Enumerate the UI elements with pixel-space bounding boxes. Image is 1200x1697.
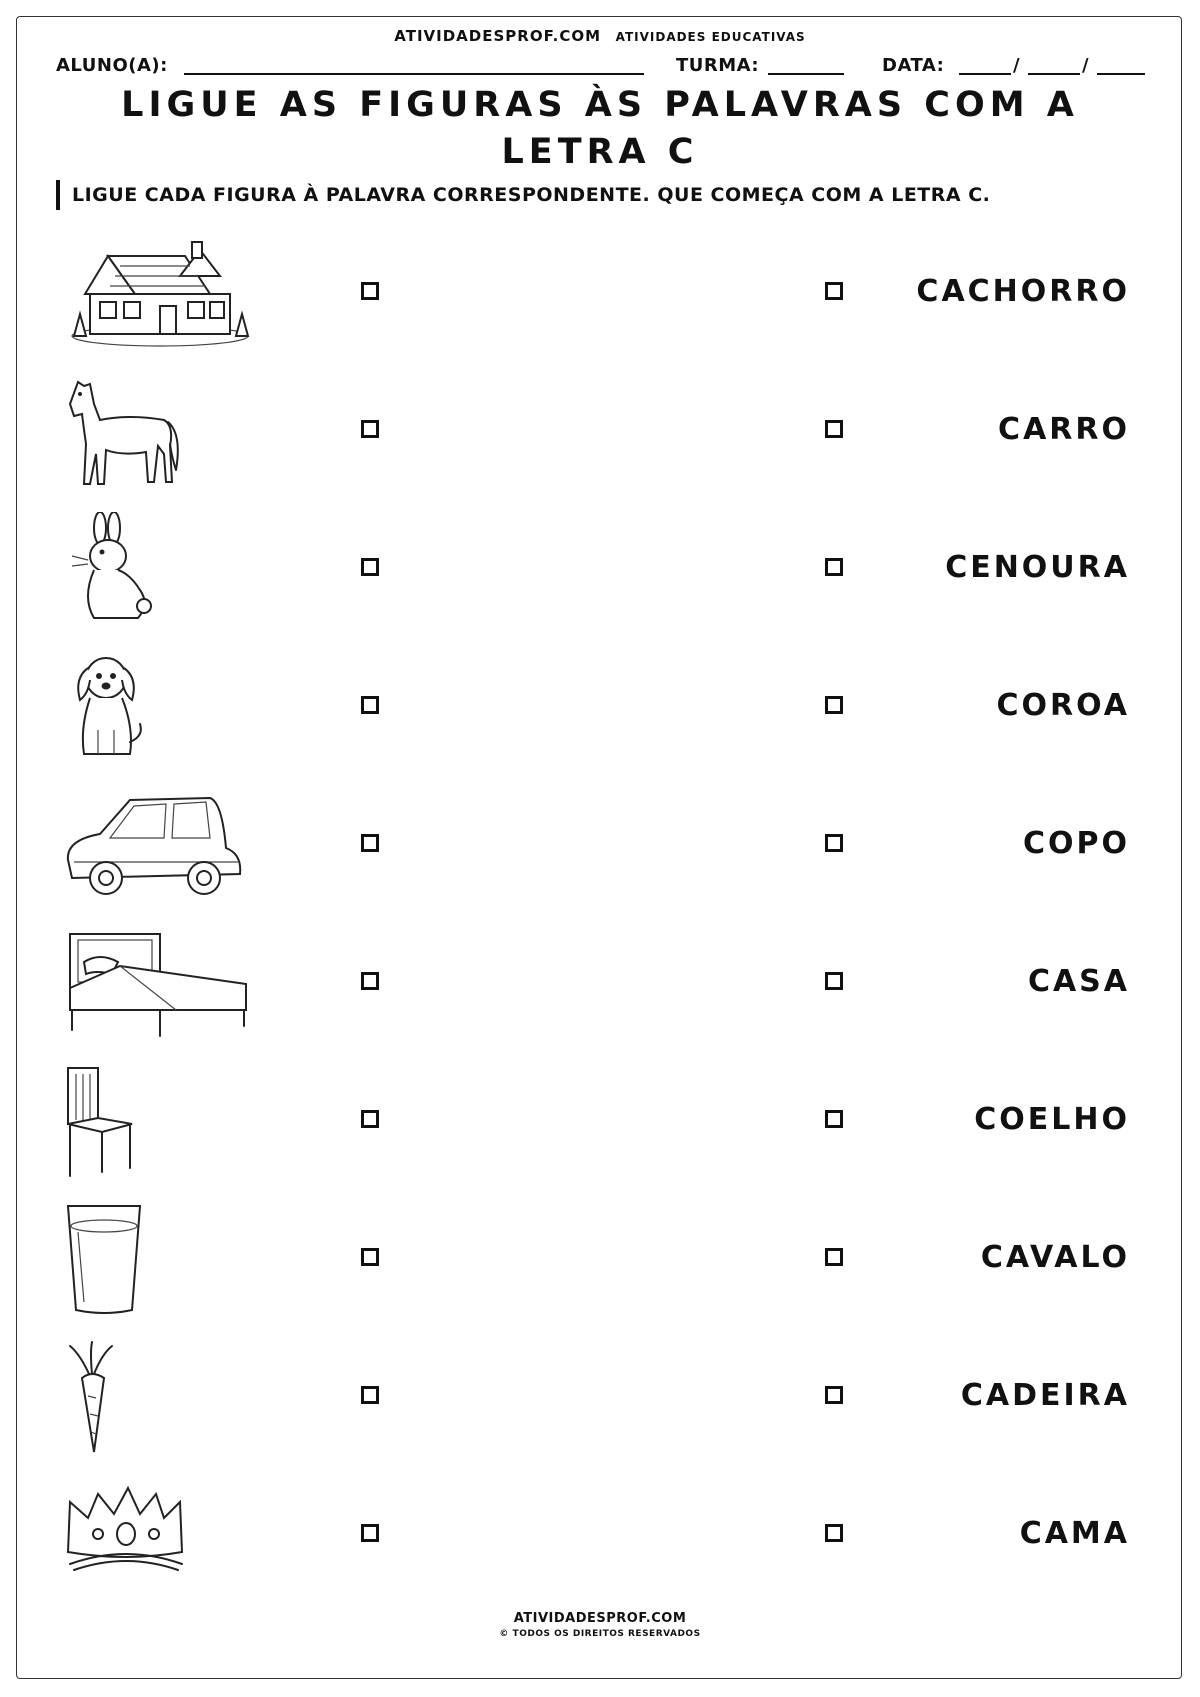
title-line-1: LIGUE AS FIGURAS ÀS PALAVRAS COM A xyxy=(121,85,1079,125)
date-label: DATA: xyxy=(882,55,945,76)
horse-picture xyxy=(60,374,260,490)
date-day-field[interactable] xyxy=(959,73,1011,75)
match-row xyxy=(0,370,1200,508)
match-row xyxy=(0,1336,1200,1474)
site-name: ATIVIDADESPROF.COM xyxy=(394,27,602,45)
bed-picture xyxy=(60,926,260,1042)
picture-checkbox[interactable] xyxy=(361,972,379,990)
word-label: COROA xyxy=(996,688,1130,723)
car-picture xyxy=(60,788,260,904)
word-checkbox[interactable] xyxy=(825,696,843,714)
match-row xyxy=(0,232,1200,370)
student-info-row xyxy=(56,55,1146,79)
carrot-picture xyxy=(60,1340,260,1456)
picture-checkbox[interactable] xyxy=(361,1524,379,1542)
word-label: CAVALO xyxy=(980,1240,1130,1275)
word-label: CACHORRO xyxy=(916,274,1130,309)
word-checkbox[interactable] xyxy=(825,1248,843,1266)
crown-picture xyxy=(60,1478,260,1594)
instruction-text: LIGUE CADA FIGURA À PALAVRA CORRESPONDENTE. QUE COMEÇA COM A LETRA C. xyxy=(56,180,990,210)
picture-checkbox[interactable] xyxy=(361,1110,379,1128)
footer-copyright: © TODOS OS DIREITOS RESERVADOS xyxy=(499,1629,701,1639)
word-checkbox[interactable] xyxy=(825,558,843,576)
picture-checkbox[interactable] xyxy=(361,420,379,438)
date-year-field[interactable] xyxy=(1097,73,1145,75)
word-checkbox[interactable] xyxy=(825,972,843,990)
student-name-field[interactable] xyxy=(184,73,644,75)
match-row xyxy=(0,922,1200,1060)
match-row xyxy=(0,1198,1200,1336)
word-label: CAMA xyxy=(1019,1516,1130,1551)
word-label: COPO xyxy=(1022,826,1130,861)
chair-picture xyxy=(60,1064,260,1180)
class-label: TURMA: xyxy=(676,55,760,76)
word-label: CARRO xyxy=(998,412,1130,447)
glass-picture xyxy=(60,1202,260,1318)
student-label: ALUNO(A): xyxy=(56,55,168,76)
word-label: CADEIRA xyxy=(960,1378,1130,1413)
match-row xyxy=(0,1060,1200,1198)
word-label: CASA xyxy=(1027,964,1130,999)
date-separator: / xyxy=(1082,55,1090,76)
picture-checkbox[interactable] xyxy=(361,696,379,714)
match-row xyxy=(0,1474,1200,1612)
page-footer xyxy=(0,1611,1200,1639)
matching-exercise xyxy=(0,232,1200,1612)
picture-checkbox[interactable] xyxy=(361,1386,379,1404)
word-checkbox[interactable] xyxy=(825,834,843,852)
word-label: CENOURA xyxy=(945,550,1130,585)
site-tagline: ATIVIDADES EDUCATIVAS xyxy=(615,30,806,44)
class-field[interactable] xyxy=(768,73,844,75)
word-checkbox[interactable] xyxy=(825,282,843,300)
footer-site: ATIVIDADESPROF.COM xyxy=(513,1611,687,1626)
word-checkbox[interactable] xyxy=(825,420,843,438)
puppy-picture xyxy=(60,650,260,766)
match-row xyxy=(0,646,1200,784)
date-separator: / xyxy=(1013,55,1021,76)
word-checkbox[interactable] xyxy=(825,1524,843,1542)
match-row xyxy=(0,784,1200,922)
picture-checkbox[interactable] xyxy=(361,834,379,852)
site-header xyxy=(0,26,1200,45)
house-picture xyxy=(60,236,260,352)
word-checkbox[interactable] xyxy=(825,1110,843,1128)
picture-checkbox[interactable] xyxy=(361,282,379,300)
page-title xyxy=(100,82,1100,176)
picture-checkbox[interactable] xyxy=(361,558,379,576)
picture-checkbox[interactable] xyxy=(361,1248,379,1266)
word-checkbox[interactable] xyxy=(825,1386,843,1404)
title-line-2: LETRA C xyxy=(501,132,699,172)
match-row xyxy=(0,508,1200,646)
date-month-field[interactable] xyxy=(1028,73,1080,75)
rabbit-picture xyxy=(60,512,260,628)
word-label: COELHO xyxy=(974,1102,1130,1137)
